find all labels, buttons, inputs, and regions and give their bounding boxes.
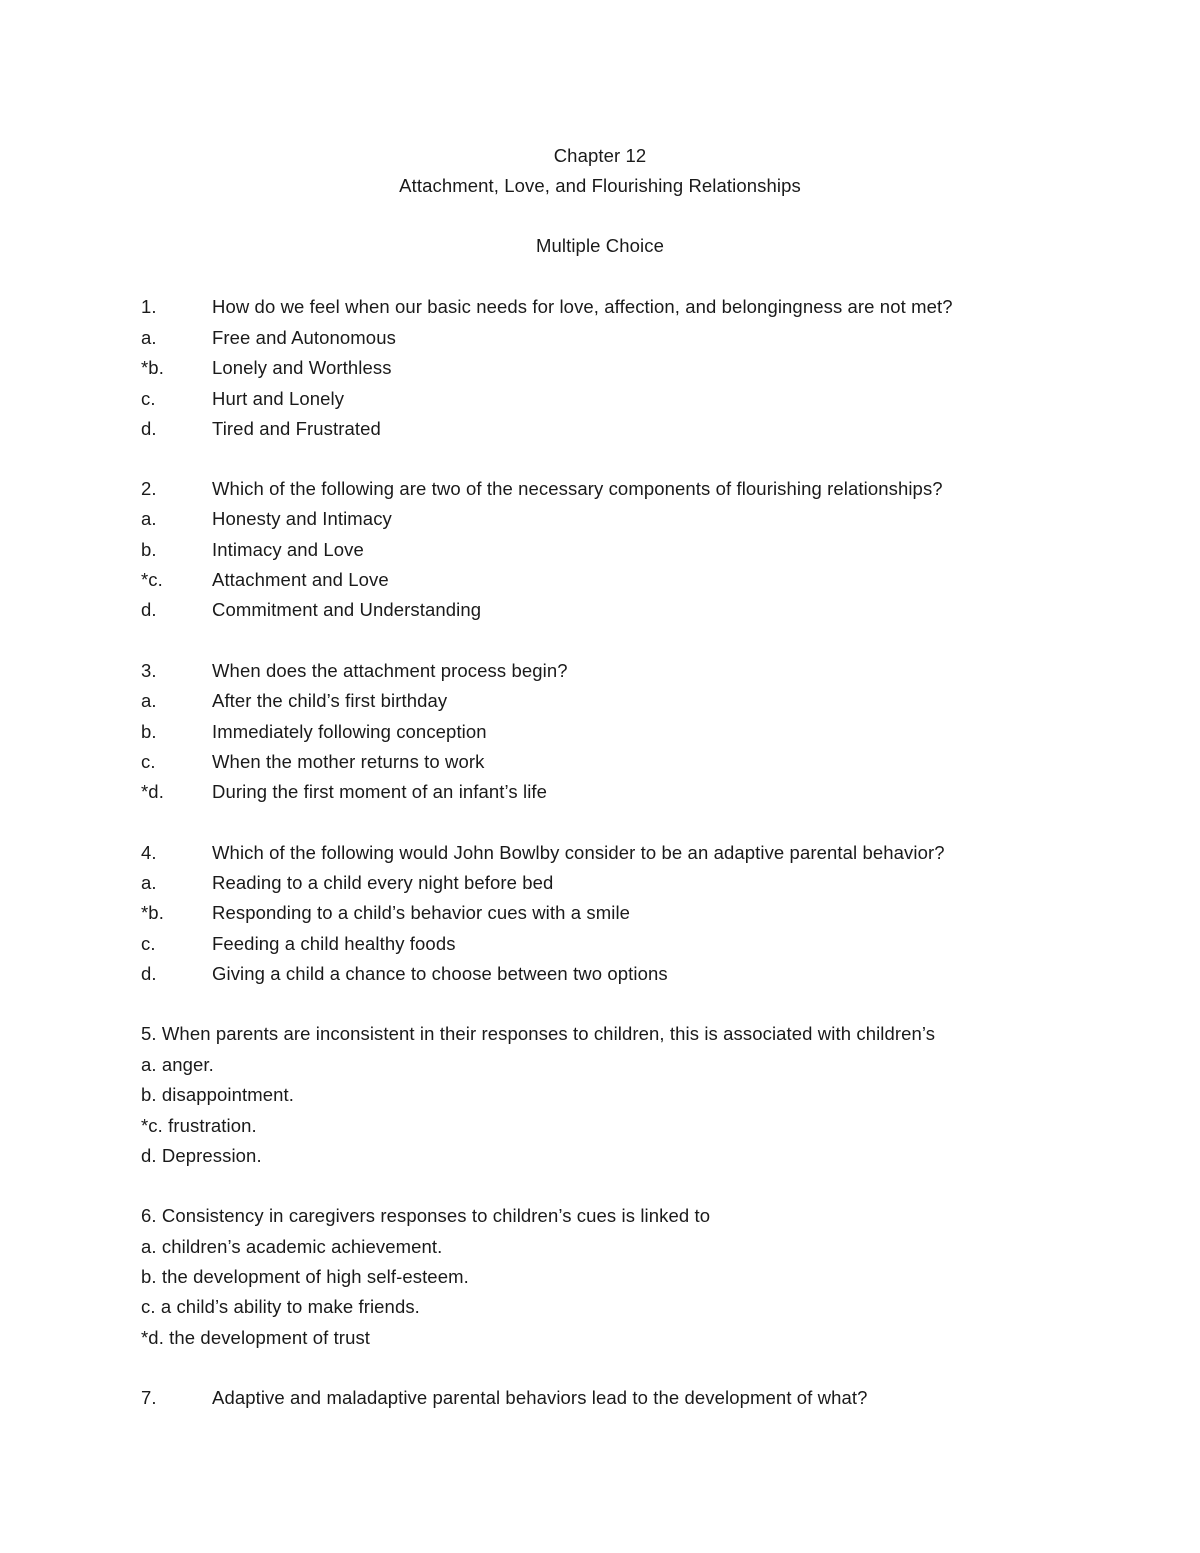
chapter-title: Attachment, Love, and Flourishing Relationships: [399, 175, 801, 196]
answer-option: a. anger.: [141, 1054, 214, 1075]
option-label: a.: [141, 508, 157, 529]
option-text: Hurt and Lonely: [212, 388, 345, 409]
option-label: b.: [141, 721, 157, 742]
option-label: c.: [141, 388, 156, 409]
option-label: a.: [141, 690, 157, 711]
answer-option-correct: *c. frustration.: [141, 1115, 257, 1136]
option-text: Feeding a child healthy foods: [212, 933, 456, 954]
option-label: d.: [141, 599, 157, 620]
option-label: *b.: [141, 357, 164, 378]
answer-option: c. a child’s ability to make friends.: [141, 1296, 420, 1317]
question-number: 4.: [141, 842, 157, 863]
option-label: *b.: [141, 902, 164, 923]
answer-option: b. disappointment.: [141, 1084, 294, 1105]
option-text: Honesty and Intimacy: [212, 508, 392, 529]
option-text: When the mother returns to work: [212, 751, 485, 772]
question-6: 6. Consistency in caregivers responses to children’s cues is linked to: [141, 1205, 711, 1226]
option-label: *c.: [141, 569, 163, 590]
question-text: Which of the following would John Bowlby consider to be an adaptive parental behavior?: [212, 842, 945, 863]
option-text: Free and Autonomous: [212, 327, 396, 348]
option-label: b.: [141, 539, 157, 560]
option-text: During the first moment of an infant’s life: [212, 781, 548, 802]
option-label: d.: [141, 963, 157, 984]
option-text: Responding to a child’s behavior cues with a smile: [212, 902, 631, 923]
section-heading: Multiple Choice: [536, 235, 664, 256]
question-number: 7.: [141, 1387, 157, 1408]
option-text: Tired and Frustrated: [212, 418, 381, 439]
option-text: Lonely and Worthless: [212, 357, 392, 378]
option-label: d.: [141, 418, 157, 439]
option-text: Commitment and Understanding: [212, 599, 482, 620]
option-text: Intimacy and Love: [212, 539, 364, 560]
option-text: Attachment and Love: [212, 569, 389, 590]
chapter-heading: Chapter 12: [553, 145, 647, 166]
question-text: Which of the following are two of the necessary components of flourishing relationships?: [212, 478, 943, 499]
answer-option: b. the development of high self-esteem.: [141, 1266, 469, 1287]
option-label: a.: [141, 872, 157, 893]
option-label: c.: [141, 751, 156, 772]
option-label: a.: [141, 327, 157, 348]
answer-option-correct: *d. the development of trust: [141, 1327, 371, 1348]
option-label: c.: [141, 933, 156, 954]
question-number: 3.: [141, 660, 157, 681]
answer-option: d. Depression.: [141, 1145, 262, 1166]
option-text: After the child’s first birthday: [212, 690, 448, 711]
option-text: Reading to a child every night before bed: [212, 872, 554, 893]
answer-option: a. children’s academic achievement.: [141, 1236, 443, 1257]
question-text: Adaptive and maladaptive parental behaviors lead to the development of what?: [212, 1387, 868, 1408]
question-text: When does the attachment process begin?: [212, 660, 568, 681]
option-text: Immediately following conception: [212, 721, 487, 742]
question-number: 1.: [141, 296, 157, 317]
question-number: 2.: [141, 478, 157, 499]
question-5: 5. When parents are inconsistent in their responses to children, this is associated with children’s: [141, 1023, 936, 1044]
option-label: *d.: [141, 781, 164, 802]
question-text: How do we feel when our basic needs for love, affection, and belongingness are not met?: [212, 296, 953, 317]
option-text: Giving a child a chance to choose between two options: [212, 963, 668, 984]
